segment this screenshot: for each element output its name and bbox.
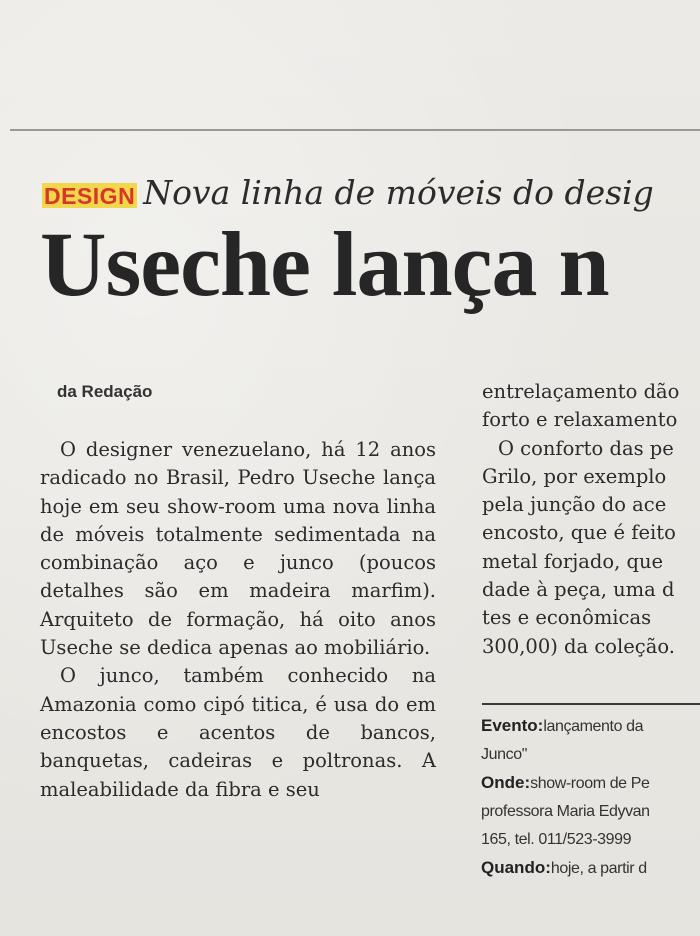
right-column [482,378,700,661]
right-line: metal forjado, que [482,549,664,573]
info-event [481,712,700,741]
where-value-phone: 165, tel. 011/523-3999 [481,831,632,848]
right-line: encosto, que é feito [482,521,676,545]
kicker-line [42,173,654,212]
byline: da Redação [57,382,153,401]
where-value-cont: professora Maria Edyvan [481,803,650,820]
when-label: Quando: [481,858,551,877]
right-line: dade à peça, uma d [482,578,675,602]
when-value: hoje, a partir d [550,860,647,877]
top-divider [10,129,700,131]
right-line: tes e econômicas [482,606,652,630]
right-line: 300,00) da coleção. [482,634,675,658]
right-line: pela junção do ace [482,493,667,517]
paragraph-1: O designer venezuelano, há 12 anos radicado no Brasil, Pedro Useche lança hoje em seu show-room uma nova linha de móveis totalmente sedimentada na combinação aço e junco (poucos detalhes são em madeira marfim). Arquiteto de formação, há oito anos Useche se dedica apenas ao mobiliário. [40,438,436,660]
right-line: forto e relaxamento [482,408,678,432]
section-label: DESIGN [44,183,136,209]
left-column [40,436,436,804]
info-when [481,854,700,883]
event-info-box [481,712,700,883]
event-label: Evento: [481,716,544,735]
event-value: lançamento da [543,718,644,735]
info-box-divider [482,703,700,705]
event-value-cont: Junco" [481,746,527,763]
article-deck: Nova linha de móveis do desig [143,173,654,212]
article-headline: Useche lança n [40,213,609,315]
where-value: show-room de Pe [530,775,650,792]
where-label: Onde: [481,773,531,792]
right-line: entrelaçamento dão [482,380,680,403]
info-where [481,769,700,798]
right-line: O conforto das pe [498,436,674,460]
right-line: Grilo, por exemplo [482,464,667,488]
paragraph-2: O junco, também conhecido na Amazonia como cipó titica, é usa do em encostos e acentos de bancos, banquetas, cadeiras e poltronas. A maleabilidade da fibra e seu [40,664,436,801]
